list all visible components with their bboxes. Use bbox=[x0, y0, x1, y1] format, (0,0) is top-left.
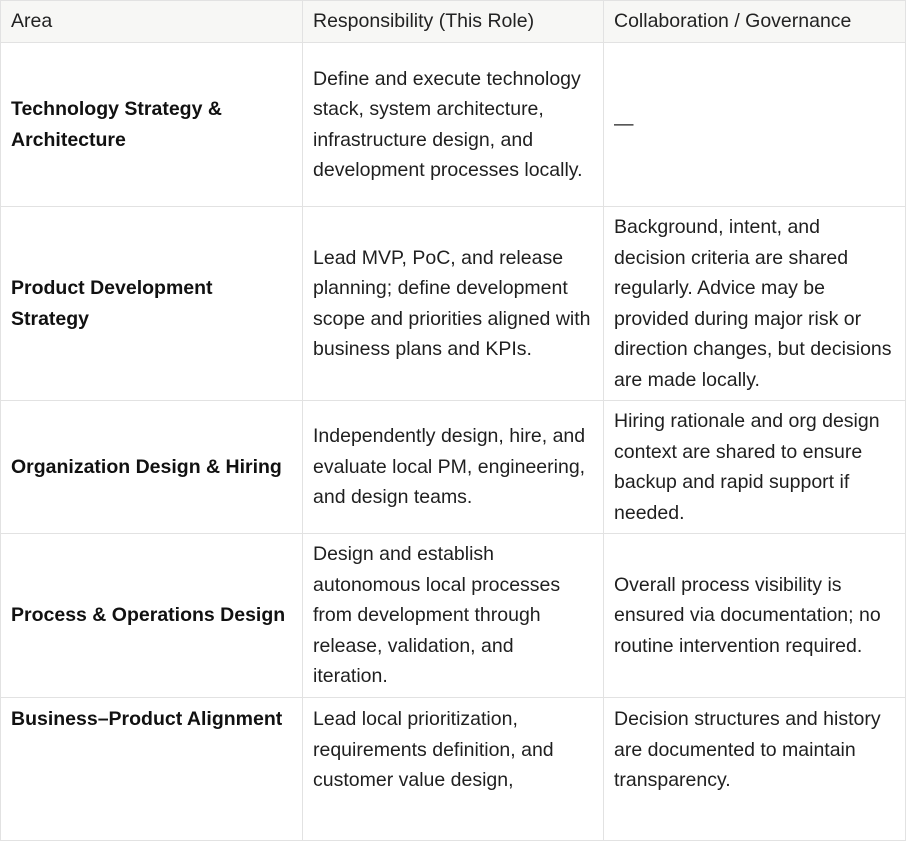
responsibility-cell: Define and execute technology stack, system architecture, infrastructure design, and development processes locally. bbox=[303, 43, 604, 207]
collaboration-cell: Hiring rationale and org design context are shared to ensure backup and rapid support if needed. bbox=[604, 401, 906, 534]
responsibility-cell: Design and establish autonomous local processes from development through release, validation, and iteration. bbox=[303, 534, 604, 698]
table-body bbox=[1, 43, 906, 841]
header-area: Area bbox=[1, 1, 303, 43]
collaboration-cell: Background, intent, and decision criteria are shared regularly. Advice may be provided during major risk or direction changes, but decisions are made locally. bbox=[604, 207, 906, 401]
table-row bbox=[1, 43, 906, 207]
responsibility-cell: Lead local prioritization, requirements definition, and customer value design, bbox=[303, 698, 604, 841]
header-responsibility: Responsibility (This Role) bbox=[303, 1, 604, 43]
collaboration-cell: Decision structures and history are documented to maintain transparency. bbox=[604, 698, 906, 841]
table-row bbox=[1, 207, 906, 401]
table-row bbox=[1, 698, 906, 841]
responsibility-cell: Lead MVP, PoC, and release planning; define development scope and priorities aligned with business plans and KPIs. bbox=[303, 207, 604, 401]
area-cell: Product Development Strategy bbox=[1, 207, 303, 401]
table-header bbox=[1, 1, 906, 43]
area-cell: Technology Strategy & Architecture bbox=[1, 43, 303, 207]
collaboration-cell: — bbox=[604, 43, 906, 207]
header-row bbox=[1, 1, 906, 43]
responsibility-cell: Independently design, hire, and evaluate local PM, engineering, and design teams. bbox=[303, 401, 604, 534]
table-row bbox=[1, 401, 906, 534]
table-row bbox=[1, 534, 906, 698]
collaboration-cell: Overall process visibility is ensured via documentation; no routine intervention required. bbox=[604, 534, 906, 698]
header-collaboration: Collaboration / Governance bbox=[604, 1, 906, 43]
area-cell: Process & Operations Design bbox=[1, 534, 303, 698]
area-cell: Business–Product Alignment bbox=[1, 698, 303, 841]
area-cell: Organization Design & Hiring bbox=[1, 401, 303, 534]
